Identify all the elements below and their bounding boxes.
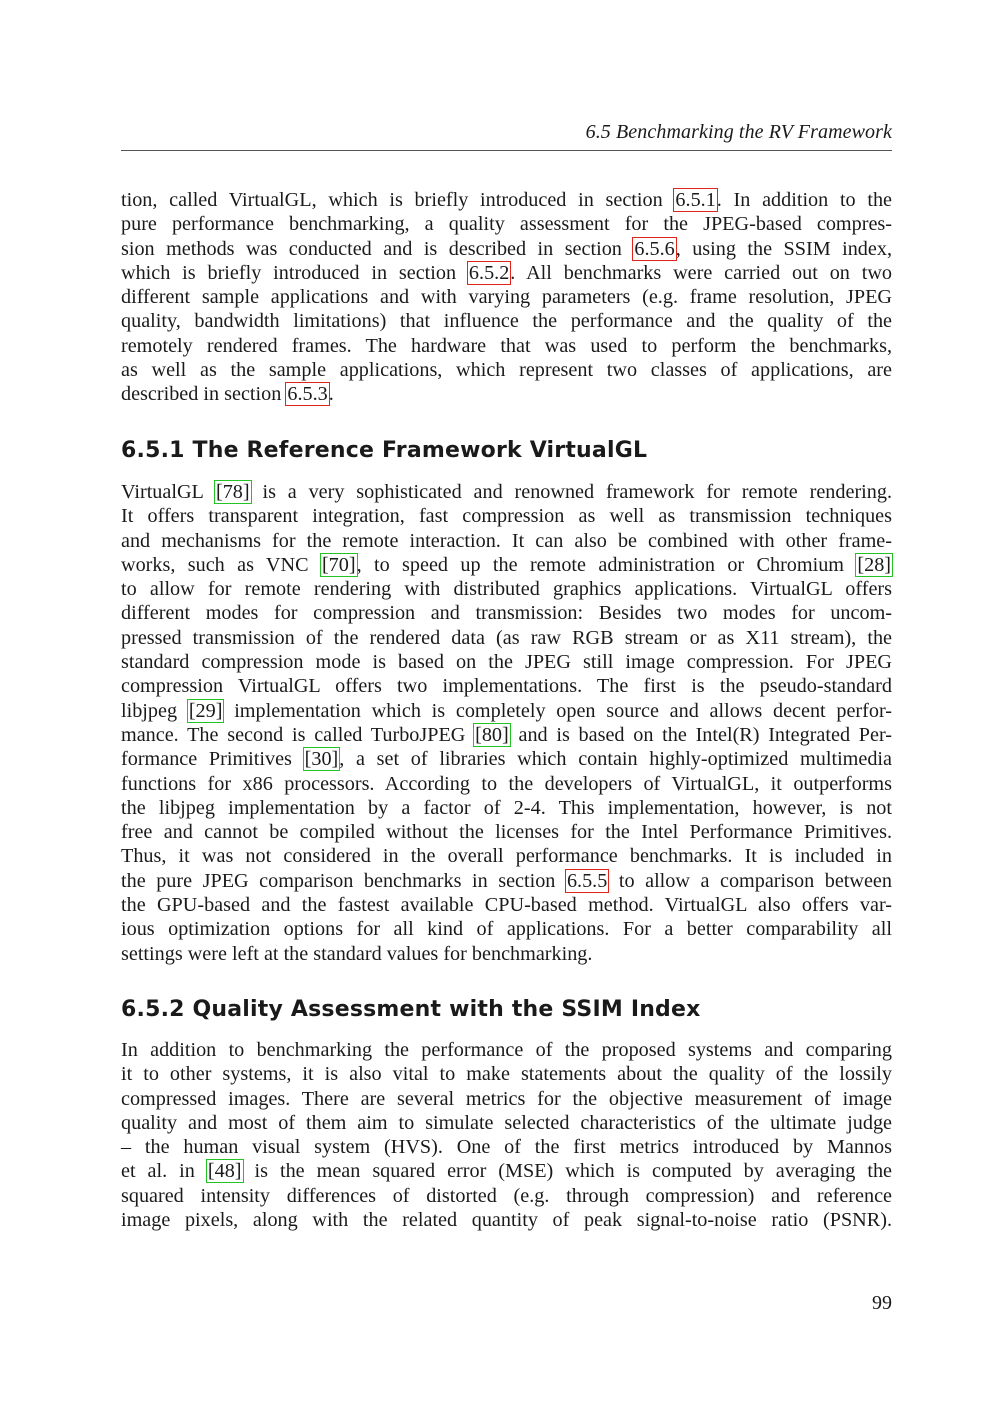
text-line: mance. The second is called TurboJPEG [80] and is based on the Intel(R) Integrated Per-: [121, 723, 892, 746]
text-line: functions for x86 processors. According to the developers of VirtualGL, it outperforms: [121, 772, 892, 795]
text-line: compressed images. There are several metrics for the objective measurement of image: [121, 1087, 892, 1110]
text-line: pressed transmission of the rendered data (as raw RGB stream or as X11 stream), the: [121, 626, 892, 649]
text-line: described in section 6.5.3.: [121, 383, 334, 406]
text-line: it to other systems, it is also vital to make statements about the quality of the lossily: [121, 1063, 892, 1086]
text-line: different modes for compression and transmission: Besides two modes for uncom-: [121, 602, 892, 625]
text-line: tion, called VirtualGL, which is briefly introduced in section 6.5.1. In addition to the: [121, 189, 893, 211]
intro-paragraph: [121, 188, 892, 407]
text-line: works, such as VNC [70], to speed up the remote administration or Chromium [28]: [121, 553, 892, 576]
text-line: ious optimization options for all kind of applications. For a better comparability all: [121, 918, 892, 941]
text-line: pure performance benchmarking, a quality assessment for the JPEG-based compres-: [121, 213, 892, 236]
text-line: to allow for remote rendering with distributed graphics applications. VirtualGL offers: [121, 578, 892, 601]
text-line: as well as the sample applications, which represent two classes of applications, are: [121, 359, 892, 382]
text-line: libjpeg [29] implementation which is completely open source and allows decent perfor-: [121, 699, 893, 722]
text-line: formance Primitives [30], a set of libraries which contain highly-optimized multimedia: [121, 748, 893, 771]
text-line: standard compression mode is based on the JPEG still image compression. For JPEG: [121, 651, 892, 674]
running-header: 6.5 Benchmarking the RV Framework: [585, 121, 892, 143]
text-line: the libjpeg implementation by a factor of 2-4. This implementation, however, is not: [121, 796, 892, 819]
text-line: – the human visual system (HVS). One of the first metrics introduced by Mannos: [121, 1136, 892, 1159]
header-rule: [121, 150, 892, 151]
text-line: In addition to benchmarking the performance of the proposed systems and comparing: [121, 1039, 892, 1061]
citation-link-30[interactable]: [30]: [304, 748, 339, 771]
section-6-5-1-paragraph: [121, 480, 892, 966]
text-line: VirtualGL [78] is a very sophisticated and renowned framework for remote rendering.: [121, 481, 893, 503]
section-heading-6-5-2: 6.5.2 Quality Assessment with the SSIM Index: [121, 997, 701, 1022]
citation-link-78[interactable]: [78]: [215, 481, 250, 503]
section-link-6-5-5[interactable]: 6.5.5: [566, 869, 608, 892]
text-line: It offers transparent integration, fast compression as well as transmission techniques: [121, 505, 892, 528]
text-line: settings were left at the standard values for benchmarking.: [121, 942, 593, 965]
text-line: squared intensity differences of distorted (e.g. through compression) and reference: [121, 1184, 892, 1207]
text-line: image pixels, along with the related quantity of peak signal-to-noise ratio (PSNR).: [121, 1209, 892, 1232]
text-line: quality, bandwidth limitations) that influence the performance and the quality of the: [121, 310, 892, 333]
text-line: and mechanisms for the remote interaction. It can also be combined with other frame-: [121, 529, 892, 552]
text-line: Thus, it was not considered in the overall performance benchmarks. It is included in: [121, 845, 892, 868]
text-line: different sample applications and with varying parameters (e.g. frame resolution, JPEG: [121, 286, 892, 309]
text-line: remotely rendered frames. The hardware that was used to perform the benchmarks,: [121, 334, 892, 357]
section-link-6-5-3[interactable]: 6.5.3: [287, 383, 328, 406]
section-link-6-5-6[interactable]: 6.5.6: [634, 237, 675, 260]
text-line: the pure JPEG comparison benchmarks in section 6.5.5 to allow a comparison between: [121, 869, 892, 892]
citation-link-70[interactable]: [70]: [321, 553, 356, 576]
citation-link-80[interactable]: [80]: [475, 723, 509, 746]
text-line: free and cannot be compiled without the licenses for the Intel Performance Primitives.: [121, 821, 892, 844]
section-link-6-5-2[interactable]: 6.5.2: [468, 261, 510, 284]
text-line: the GPU-based and the fastest available CPU-based method. VirtualGL also offers var-: [121, 894, 892, 917]
citation-link-29[interactable]: [29]: [188, 699, 223, 722]
page-number: 99: [872, 1292, 892, 1314]
section-6-5-2-paragraph: [121, 1038, 892, 1232]
section-link-6-5-1[interactable]: 6.5.1: [675, 189, 716, 211]
citation-link-48[interactable]: [48]: [207, 1160, 242, 1183]
text-line: sion methods was conducted and is described in section 6.5.6, using the SSIM index,: [121, 237, 893, 260]
text-line: et al. in [48] is the mean squared error (MSE) which is computed by averaging the: [121, 1160, 893, 1183]
citation-link-28[interactable]: [28]: [857, 553, 892, 576]
text-line: quality and most of them aim to simulate selected characteristics of the ultimate judge: [121, 1111, 892, 1134]
text-line: which is briefly introduced in section 6.5.2. All benchmarks were carried out on two: [121, 261, 893, 284]
text-line: compression VirtualGL offers two implementations. The first is the pseudo-standard: [121, 675, 892, 698]
section-heading-6-5-1: 6.5.1 The Reference Framework VirtualGL: [121, 438, 648, 463]
